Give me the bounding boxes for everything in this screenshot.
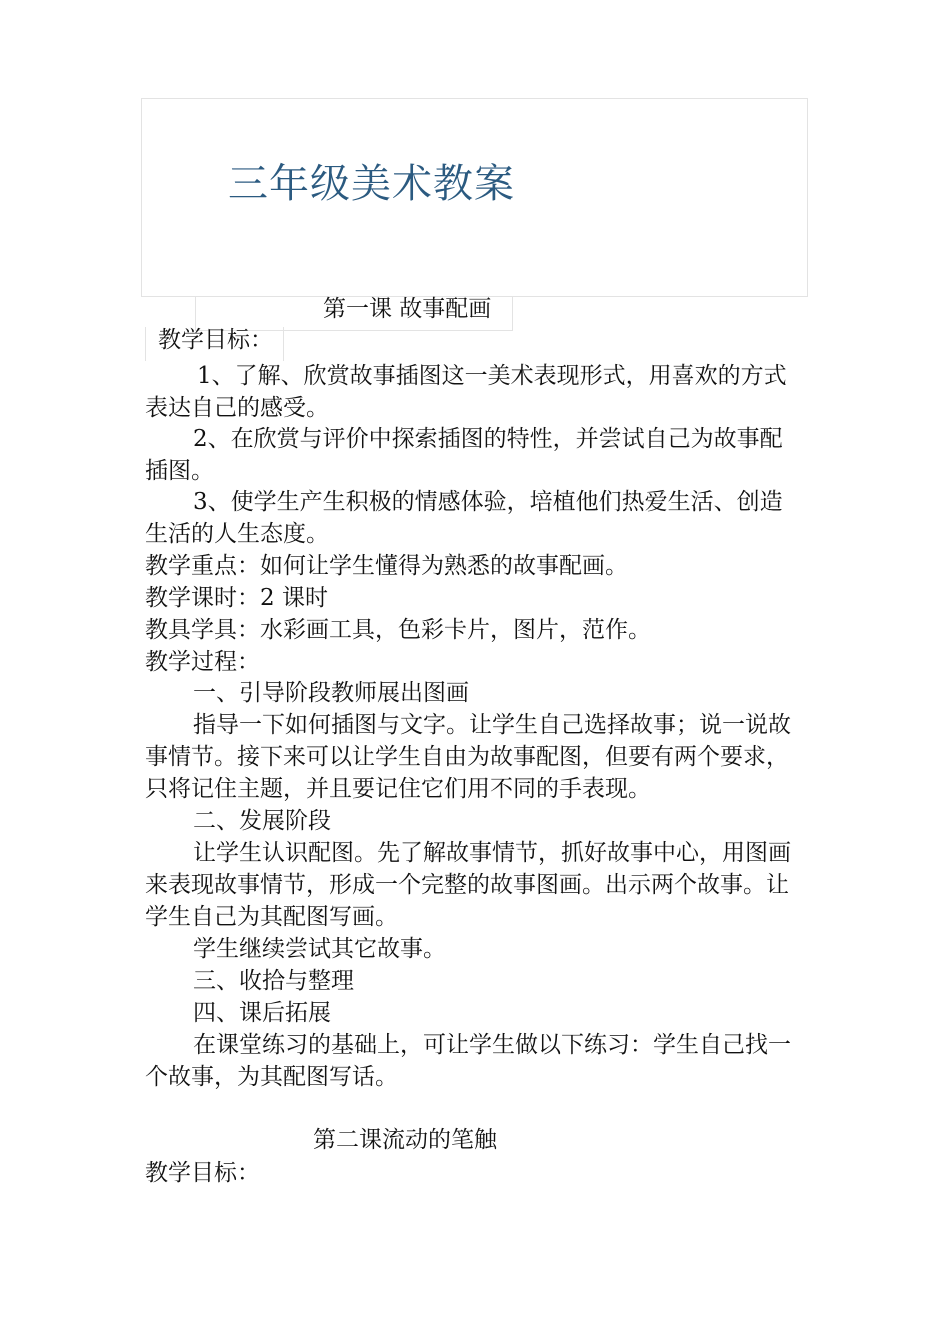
step-1-title: 一、引导阶段教师展出图画 bbox=[193, 680, 469, 706]
goal-2-line-1: 2、在欣赏与评价中探索插图的特性，并尝试自己为故事配 bbox=[193, 426, 783, 452]
step-1-para-line-2: 事情节。接下来可以让学生自由为故事配图，但要有两个要求， bbox=[145, 744, 789, 770]
teaching-tools: 教具学具：水彩画工具，色彩卡片，图片，范作。 bbox=[145, 617, 651, 643]
step-4-para-line-2: 个故事，为其配图写话。 bbox=[145, 1064, 398, 1090]
lesson1-goals-label: 教学目标： bbox=[158, 327, 273, 353]
step-2-para-line-2: 来表现故事情节，形成一个完整的故事图画。出示两个故事。让 bbox=[145, 872, 789, 898]
goal-3-line-2: 生活的人生态度。 bbox=[145, 521, 329, 547]
step-2-para-line-3: 学生自己为其配图写画。 bbox=[145, 904, 398, 930]
key-point: 教学重点：如何让学生懂得为熟悉的故事配画。 bbox=[145, 553, 628, 579]
lesson2-heading: 第二课流动的笔触 bbox=[313, 1127, 497, 1153]
step-1-para-line-1: 指导一下如何插图与文字。让学生自己选择故事；说一说故 bbox=[193, 712, 791, 738]
lesson1-heading: 第一课 故事配画 bbox=[323, 296, 492, 322]
document-title: 三年级美术教案 bbox=[228, 161, 515, 207]
step-2-para-line-1: 让学生认识配图。先了解故事情节，抓好故事中心，用图画 bbox=[193, 840, 791, 866]
step-4-para-line-1: 在课堂练习的基础上，可让学生做以下练习：学生自己找一 bbox=[193, 1032, 791, 1058]
process-label: 教学过程： bbox=[145, 649, 260, 675]
step-1-para-line-3: 只将记住主题，并且要记住它们用不同的手表现。 bbox=[145, 776, 651, 802]
step-2-para-line-4: 学生继续尝试其它故事。 bbox=[193, 936, 446, 962]
goal-1-line-2: 表达自己的感受。 bbox=[145, 395, 329, 421]
goal-3-line-1: 3、使学生产生积极的情感体验，培植他们热爱生活、创造 bbox=[193, 489, 783, 515]
goal-1-line-1: 1、了解、欣赏故事插图这一美术表现形式，用喜欢的方式 bbox=[197, 363, 787, 389]
goal-2-line-2: 插图。 bbox=[145, 458, 214, 484]
class-hours: 教学课时：2 课时 bbox=[145, 585, 328, 611]
step-4-title: 四、课后拓展 bbox=[193, 1000, 331, 1026]
lesson2-goals-label: 教学目标： bbox=[145, 1160, 260, 1186]
step-3-title: 三、收拾与整理 bbox=[193, 968, 354, 994]
step-2-title: 二、发展阶段 bbox=[193, 808, 331, 834]
